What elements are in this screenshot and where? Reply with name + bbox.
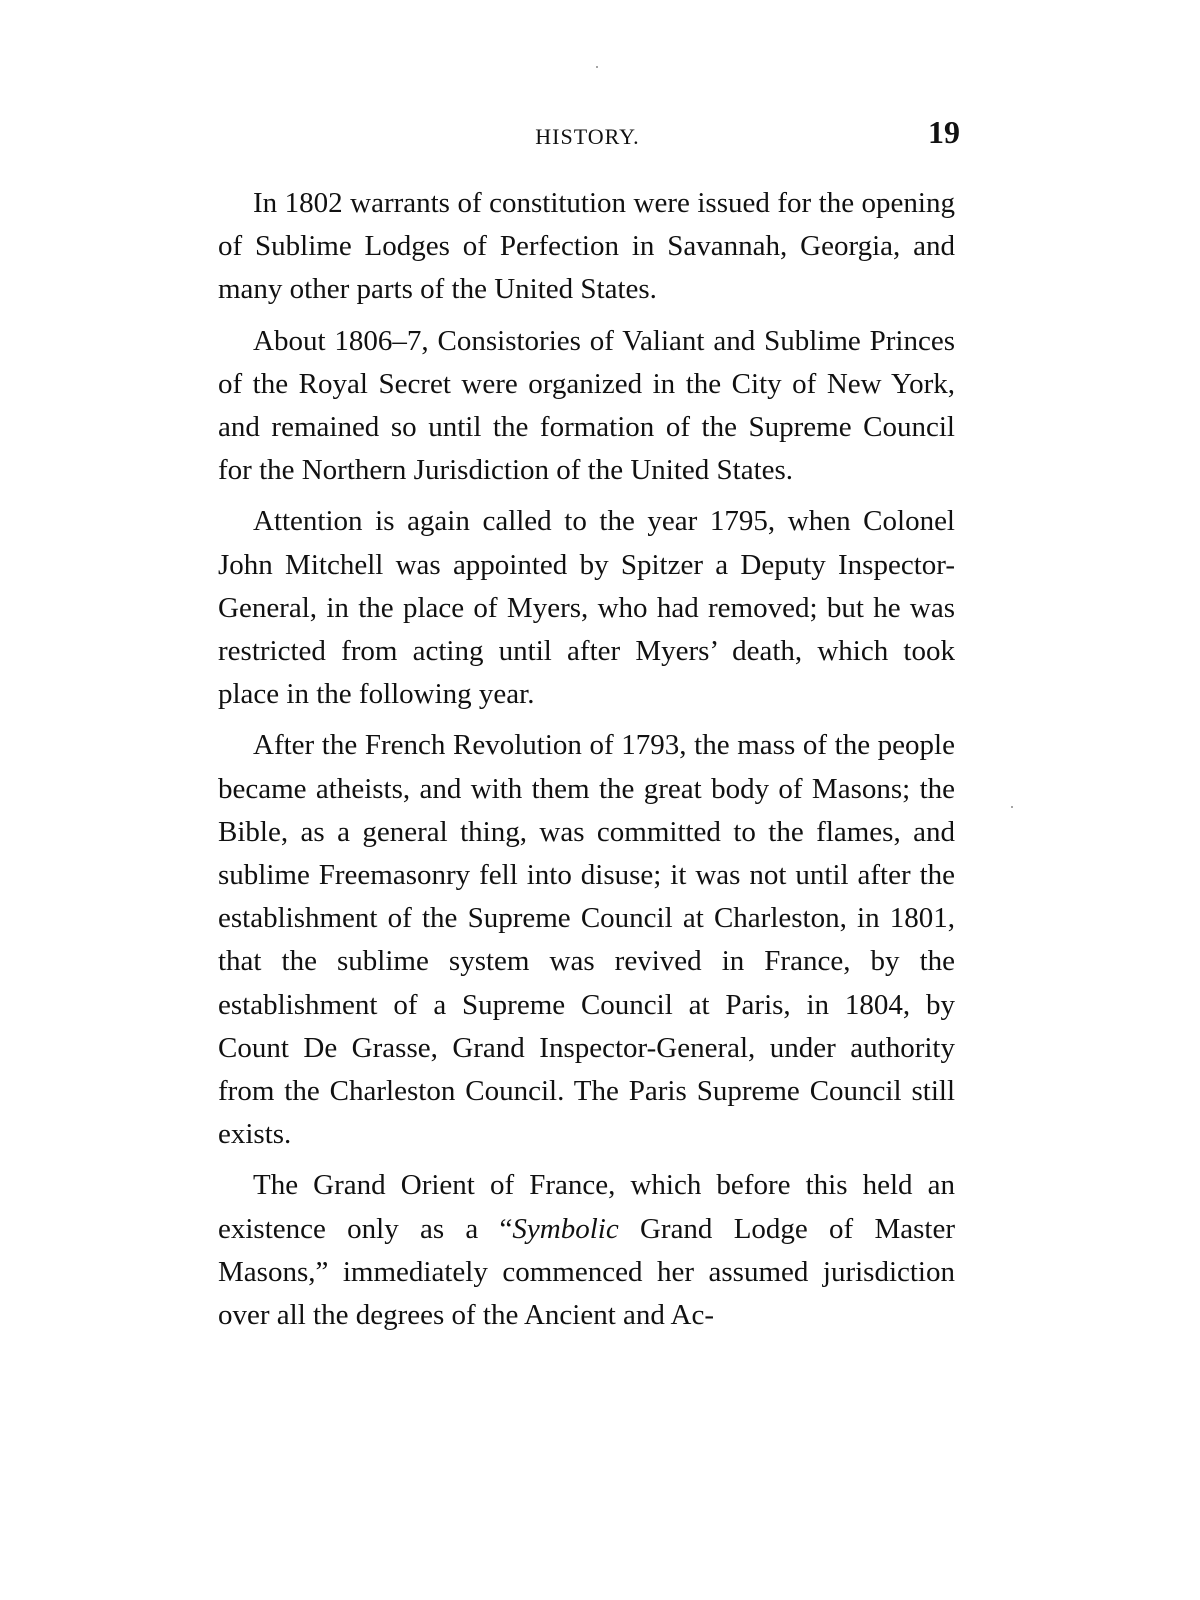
paragraph-french-revolution: After the French Revolution of 1793, the mass of the people became atheists, and with them the great body of Masons; the Bible, as a general thing, was committed to the flames, and sublime Freemasonry fell into disuse; it was not until after the establishment of the Supreme Council at Charleston, in 1801, that the sublime system was revived in France, by the establishment of a Supreme Council at Paris, in 1804, by Count De Grasse, Grand Inspector-General, under authority from the Charleston Council. The Paris Supreme Council still exists. <box>218 729 955 1151</box>
paragraph-text: The Grand Orient of France, which before this held an existence only as a “ <box>218 1169 955 1245</box>
italic-term: Symbolic <box>512 1212 619 1245</box>
paragraph-text: Grand Lodge of Master Masons,” immediately commenced her assumed jurisdiction over all the degrees of the Ancient and Ac- <box>218 1212 955 1332</box>
page-number: 19 <box>928 114 960 150</box>
paragraph-1802-warrants: In 1802 warrants of constitution were issued for the opening of Sublime Lodges of Perfection in Savannah, Georgia, and many other parts of the United States. <box>218 187 955 306</box>
running-title: HISTORY. <box>535 124 640 149</box>
body-text <box>218 182 955 1337</box>
paragraph-mitchell-appointment: Attention is again called to the year 1795, when Colonel John Mitchell was appointed by Spitzer a Deputy Inspector-General, in the place of Myers, who had removed; but he was restricted from acting until after Myers’ death, which took place in the following year. <box>218 505 955 711</box>
running-head <box>215 114 960 154</box>
scan-speck <box>596 66 598 68</box>
paragraph-consistories: About 1806–7, Consistories of Valiant and Sublime Princes of the Royal Secret were organized in the City of New York, and remained so until the formation of the Supreme Council for the Northern Jurisdiction of the United States. <box>218 324 955 487</box>
scan-speck <box>1011 806 1013 808</box>
paragraph-grand-orient <box>218 1164 955 1337</box>
